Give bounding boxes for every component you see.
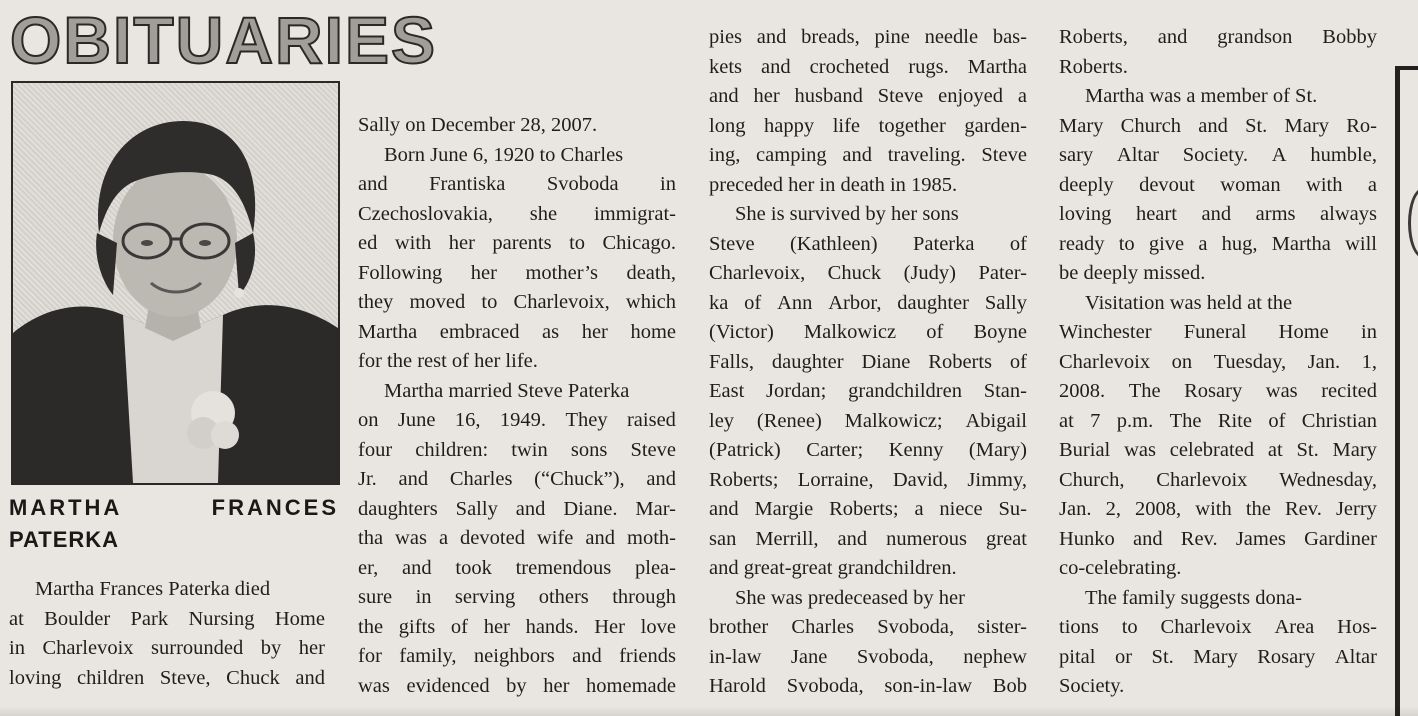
- article-line: Burial was celebrated at St. Mary: [1059, 439, 1377, 461]
- decedent-name-line-1: [9, 492, 339, 524]
- article-line: four children: twin sons Steve: [358, 438, 676, 461]
- article-line: Following her mother’s death,: [358, 261, 676, 284]
- article-line: Martha married Steve Paterka: [384, 379, 630, 402]
- article-line: She is survived by her sons: [735, 203, 959, 225]
- article-line: Winchester Funeral Home in: [1059, 321, 1377, 343]
- column-rule-top: [1395, 66, 1418, 70]
- article-line: Roberts.: [1059, 55, 1128, 78]
- article-line: Charlevoix, Chuck (Judy) Pater-: [709, 262, 1027, 284]
- decedent-name: [9, 492, 339, 556]
- article-line: daughters Sally and Diane. Mar-: [358, 497, 676, 520]
- article-line: (Victor) Malkowicz of Boyne: [709, 321, 1027, 343]
- article-line: and her husband Steve enjoyed a: [709, 85, 1027, 107]
- article-line: Martha was a member of St.: [1085, 85, 1318, 107]
- article-line: on June 16, 1949. They raised: [358, 409, 676, 431]
- adjacent-article-edge: [1408, 188, 1418, 258]
- article-line: Hunko and Rev. James Gardiner: [1059, 527, 1377, 550]
- article-line: loving children Steve, Chuck and: [9, 666, 325, 689]
- article-column-4: [1059, 23, 1377, 702]
- article-line: ed with her parents to Chicago.: [358, 232, 676, 254]
- article-line: and Margie Roberts; a niece Su-: [709, 498, 1027, 520]
- article-line: Harold Svoboda, son-in-law Bob: [709, 675, 1027, 697]
- article-line: pital or St. Mary Rosary Altar: [1059, 645, 1377, 668]
- article-line: and Frantiska Svoboda in: [358, 173, 676, 195]
- article-line: Martha embraced as her home: [358, 320, 676, 343]
- article-line: in Charlevoix surrounded by her: [9, 637, 325, 659]
- article-line: tions to Charlevoix Area Hos-: [1059, 616, 1377, 638]
- portrait-photo: [11, 81, 340, 485]
- article-line: ready to give a hug, Martha will: [1059, 232, 1377, 255]
- article-line: at 7 p.m. The Rite of Christian: [1059, 409, 1377, 432]
- page-fold-shadow: [0, 706, 1418, 716]
- article-line: sure in serving others through: [358, 586, 676, 608]
- article-line: for family, neighbors and friends: [358, 645, 676, 667]
- article-line: er, and took tremendous plea-: [358, 556, 676, 579]
- article-line: Roberts; Lorraine, David, Jimmy,: [709, 468, 1027, 491]
- article-line: Martha Frances Paterka died: [35, 578, 271, 600]
- article-line: pies and breads, pine needle bas-: [709, 26, 1027, 48]
- article-line: Sally on December 28, 2007.: [358, 114, 598, 136]
- article-line: Jan. 2, 2008, with the Rev. Jerry: [1059, 498, 1377, 520]
- article-line: at Boulder Park Nursing Home: [9, 607, 325, 630]
- article-line: Born June 6, 1920 to Charles: [384, 143, 624, 166]
- article-line: Falls, daughter Diane Roberts of: [709, 350, 1027, 373]
- article-line: ley (Renee) Malkowicz; Abigail: [709, 409, 1027, 432]
- article-line: She was predeceased by her: [735, 586, 965, 609]
- article-line: be deeply missed.: [1059, 262, 1206, 284]
- article-line: and great-great grandchildren.: [709, 557, 957, 579]
- article-line: Roberts, and grandson Bobby: [1059, 26, 1377, 48]
- surname: PATERKA: [9, 527, 120, 552]
- article-line: Mary Church and St. Mary Ro-: [1059, 114, 1377, 137]
- article-line: sary Altar Society. A humble,: [1059, 144, 1377, 166]
- article-line: tha was a devoted wife and moth-: [358, 527, 676, 549]
- article-line: in-law Jane Svoboda, nephew: [709, 645, 1027, 668]
- column-rule: [1395, 66, 1400, 716]
- article-line: for the rest of her life.: [358, 350, 538, 372]
- article-line: loving heart and arms always: [1059, 203, 1377, 225]
- article-line: Czechoslovakia, she immigrat-: [358, 202, 676, 225]
- article-line: (Patrick) Carter; Kenny (Mary): [709, 439, 1027, 461]
- middle-name: FRANCES: [211, 495, 339, 520]
- article-line: san Merrill, and numerous great: [709, 527, 1027, 550]
- article-line: East Jordan; grandchildren Stan-: [709, 380, 1027, 402]
- article-line: Society.: [1059, 675, 1125, 697]
- article-line: ing, camping and traveling. Steve: [709, 144, 1027, 166]
- article-line: co-celebrating.: [1059, 557, 1182, 579]
- article-line: preceded her in death in 1985.: [709, 173, 958, 196]
- article-line: long happy life together garden-: [709, 114, 1027, 137]
- article-line: Steve (Kathleen) Paterka of: [709, 232, 1027, 255]
- article-line: Visitation was held at the: [1085, 291, 1293, 314]
- article-column-1: [9, 575, 325, 693]
- article-line: Jr. and Charles (“Chuck”), and: [358, 468, 676, 490]
- article-line: The family suggests dona-: [1085, 586, 1302, 609]
- article-line: ka of Ann Arbor, daughter Sally: [709, 291, 1027, 314]
- section-masthead: OBITUARIES: [10, 3, 438, 77]
- article-line: they moved to Charlevoix, which: [358, 291, 676, 313]
- article-line: 2008. The Rosary was recited: [1059, 380, 1377, 402]
- article-line: Charlevoix on Tuesday, Jan. 1,: [1059, 350, 1377, 373]
- article-column-3: [709, 23, 1027, 702]
- article-line: kets and crocheted rugs. Martha: [709, 55, 1027, 78]
- first-name: MARTHA: [9, 495, 123, 520]
- article-line: brother Charles Svoboda, sister-: [709, 616, 1027, 638]
- article-line: Church, Charlevoix Wednesday,: [1059, 468, 1377, 491]
- article-line: was evidenced by her homemade: [358, 674, 676, 697]
- article-line: the gifts of her hands. Her love: [358, 615, 676, 638]
- article-line: deeply devout woman with a: [1059, 173, 1377, 196]
- article-column-2: [358, 111, 676, 701]
